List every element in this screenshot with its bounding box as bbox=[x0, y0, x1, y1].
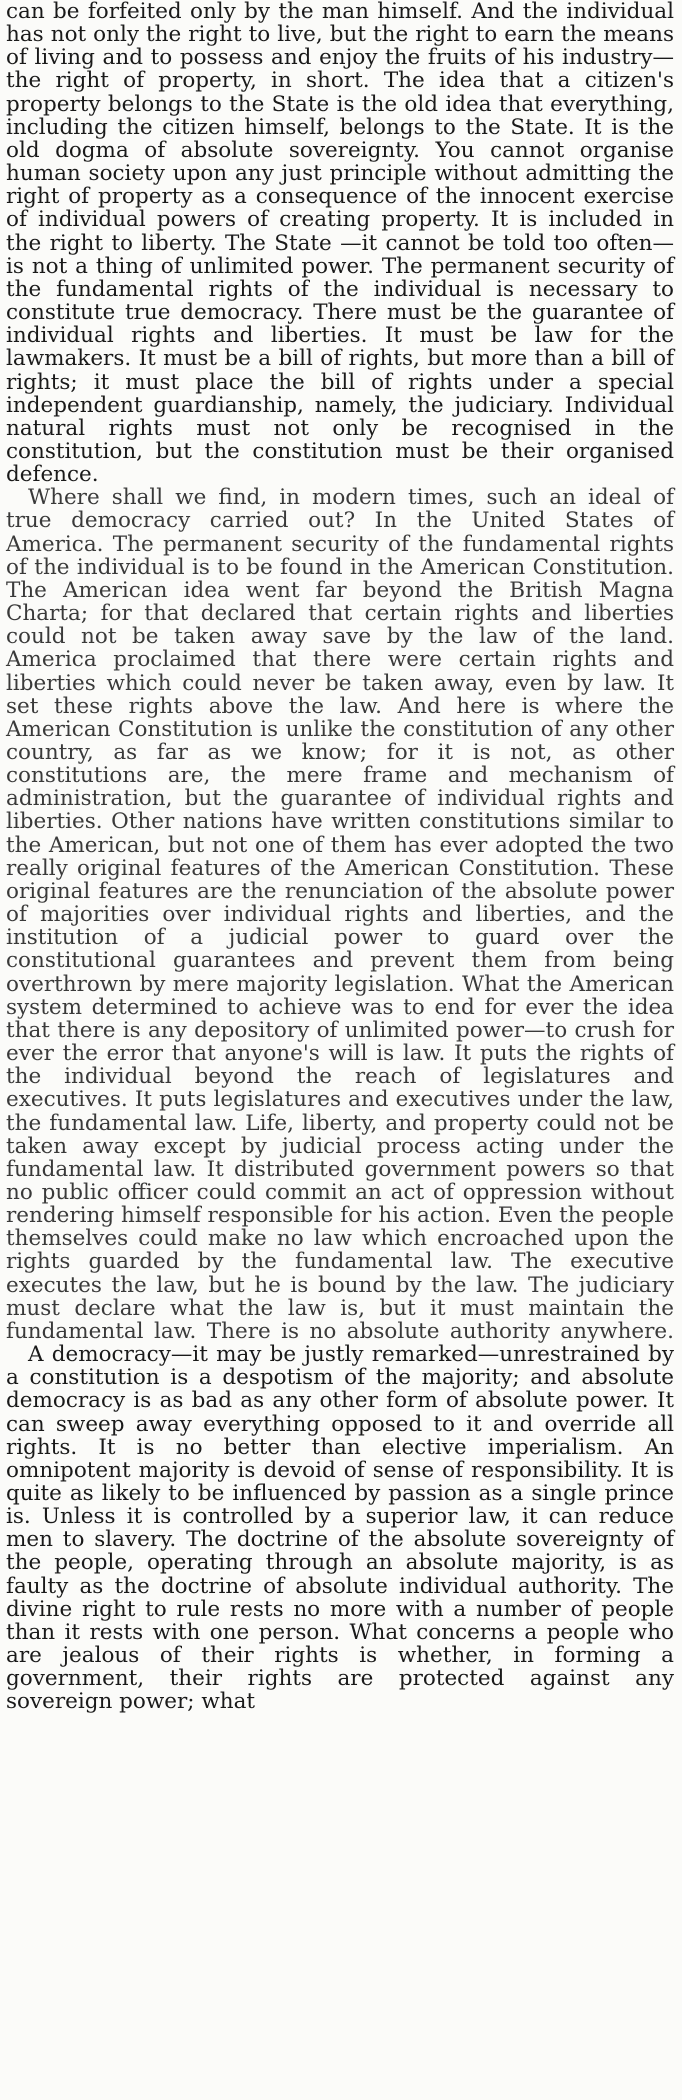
article-column bbox=[6, 0, 674, 1714]
paragraph-american-constitution: Where shall we find, in modern times, such an ideal of true democracy carried out? In the United States of America. The permanent security of the fundamental rights of the individual is to be found in the American Constitution. The American idea went far beyond the British Magna Charta; for that declared that certain rights and liberties could not be taken away save by the law of the land. America proclaimed that there were certain rights and liberties which could never be taken away, even by law. It set these rights above the law. And here is where the American Constitution is unlike the constitution of any other country, as far as we know; for it is not, as other constitutions are, the mere frame and mechanism of administration, but the guarantee of individual rights and liberties. Other nations have written constitutions similar to the American, but not one of them has ever adopted the two really original features of the American Constitution. These original features are the renunciation of the absolute power of majorities over individual rights and liberties, and the institution of a judicial power to guard over the constitutional guarantees and prevent them from being overthrown by mere majority legislation. What the American system determined to achieve was to end for ever the idea that there is any depository of unlimited power—to crush for ever the error that anyone's will is law. It puts the rights of the individual beyond the reach of legislatures and executives. It puts legislatures and executives under the law, the fundamental law. Life, liberty, and property could not be taken away except by judicial process acting under the fundamental law. It distributed government powers so that no public officer could commit an act of oppression without rendering himself responsible for his action. Even the people themselves could make no law which encroached upon the rights guarded by the fundamental law. The executive executes the law, but he is bound by the law. The judiciary must declare what the law is, but it must maintain the fundamental law. There is no absolute authority anywhere. bbox=[6, 485, 674, 1344]
paragraph-democracy-majority: A democracy—it may be justly remarked—unrestrained by a constitution is a despotism of the majority; and absolute democracy is as bad as any other form of absolute power. It can sweep away everything opposed to it and override all rights. It is no better than elective imperialism. An omnipotent majority is devoid of sense of responsibility. It is quite as likely to be influenced by passion as a single prince is. Unless it is controlled by a superior law, it can reduce men to slavery. The doctrine of the absolute sovereignty of the people, operating through an absolute majority, is as faulty as the doctrine of absolute individual authority. The divine right to rule rests no more with a number of people than it rests with one person. What concerns a people who are jealous of their rights is whether, in forming a government, their rights are protected against any sovereign power; what bbox=[6, 1342, 674, 1715]
paragraph-property-rights: can be forfeited only by the man himself. And the individual has not only the right to live, but the right to earn the means of living and to possess and enjoy the fruits of his industry—the right of property, in short. The idea that a citizen's property belongs to the State is the old idea that everything, including the citizen himself, belongs to the State. It is the old dogma of absolute sovereignty. You cannot organise human society upon any just principle without admitting the right of property as a consequence of the innocent exercise of individual powers of creating property. It is included in the right to liberty. The State —it cannot be told too often—is not a thing of unlimited power. The permanent security of the fundamental rights of the individual is necessary to constitute true democracy. There must be the guarantee of individual rights and liberties. It must be law for the lawmakers. It must be a bill of rights, but more than a bill of rights; it must place the bill of rights under a special independent guardianship, namely, the judiciary. Individual natural rights must not only be recognised in the constitution, but the constitution must be their organised defence. bbox=[6, 0, 674, 488]
